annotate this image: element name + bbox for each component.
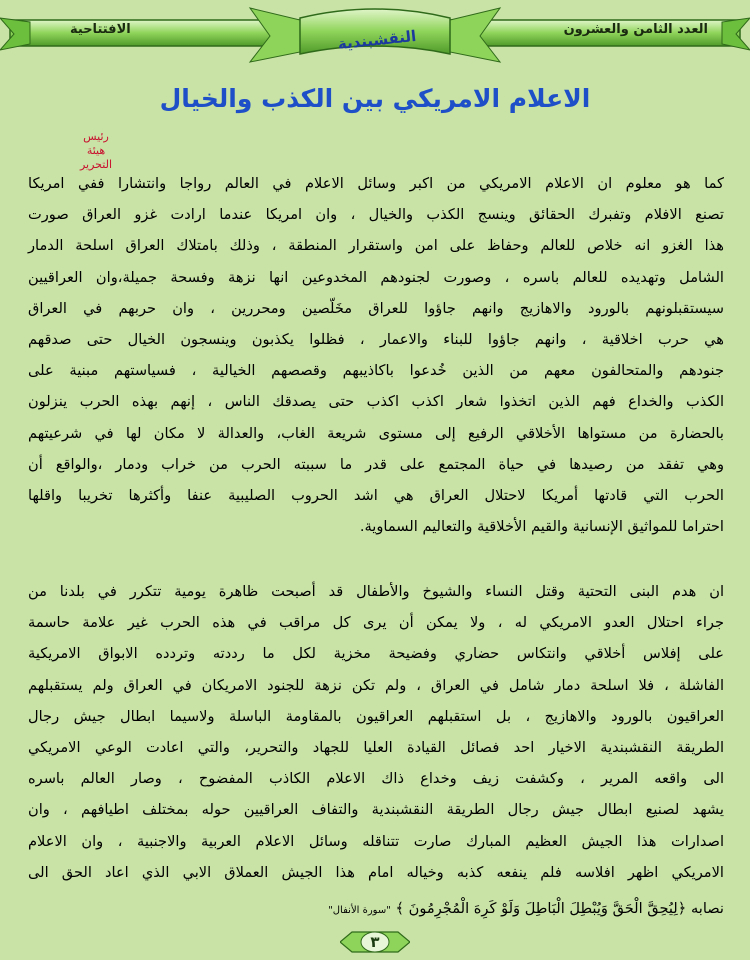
- text-line: الفاشلة ، فلا اسلحة دمار شامل في العراق ، ولم تكن نزهة للجنود الامريكان في العراق ولم يستقبلهم: [28, 676, 724, 694]
- article-title: الاعلام الامريكي بين الكذب والخيال: [159, 84, 591, 113]
- text-line: هذا الغزو انه خلاص للعالم وحفاظ على امن واستقرار المنطقة ، وذلك بامتلاك العراق اسلحة الدمار: [28, 237, 724, 255]
- text-line: الحرب التي قادتها أمريكا لاحتلال العراق هي اشد الحروب الصليبية عنفا وأكثرها تخريبا واقلها: [28, 486, 724, 504]
- article-paragraph-1: [28, 168, 724, 542]
- closing-line: [28, 900, 724, 917]
- text-line: جراء احتلال العدو الامريكي له ، ولا يمكن أن يرى كل مراقب في هذه الحرب غير علامة حاسمة: [28, 614, 724, 632]
- text-line: جنودهم والمتحالفون معهم من الذين خُدعوا باكاذيبهم وقصصهم الخيالية ، فسياستهم مبنية على: [28, 362, 724, 380]
- text-line: هي حرب اخلاقية ، وانهم جاؤوا للبناء والاعمار ، فظلوا يكذبون وينسجون الخيال حتى صدقهم: [28, 330, 724, 348]
- closing-prefix: نصابه: [690, 900, 724, 917]
- text-line: على إفلاس أخلاقي وانتكاس حضاري وفضيحة مخزية لكل ما رددته وتردده الابواق الامريكية: [28, 645, 724, 663]
- section-label: الافتتاحية: [70, 22, 131, 37]
- text-line: الشامل وتهديده للعالم باسره ، وصورت لجنودهم المخدوعين انها نزهة وفسحة جميلة،وان العراقيين: [28, 268, 724, 286]
- author-line-2: هيئة التحرير: [79, 144, 113, 171]
- quran-quote: ﴿لِيُحِقَّ الْحَقَّ وَيُبْطِلَ الْبَاطِلَ وَلَوْ كَرِهَ الْمُجْرِمُونَ ﴾: [395, 900, 687, 917]
- author-line-1: رئيس: [83, 130, 109, 143]
- text-line: الامريكي اظهر افلاسه فلم ينفعه كذبه وخياله امام هذا الجيش العملاق الابي الذي اعاد الحق الى: [28, 863, 724, 881]
- page-number: ٣: [370, 933, 380, 951]
- issue-label: العدد الثامن والعشرون: [563, 22, 708, 37]
- text-line: احتراما للمواثيق الإنسانية والقيم الأخلاقية والتعاليم السماوية.: [359, 518, 724, 536]
- text-line: ان هدم البنى التحتية وقتل النساء والشيوخ والأطفال قد أصبحت ظاهرة يومية تتكرر في بلدنا من: [28, 583, 724, 600]
- text-line: تصنع الافلام وتفبرك الحقائق وينسج الكذب والخيال ، وان امريكا عندما ارادت غزو العراق صورت: [28, 206, 724, 224]
- text-line: وهي تفقد من رصيدها في حياة المجتمع على قدر ما سببته الحرب من خراب ودمار ،والواقع أن: [28, 455, 724, 473]
- text-line: بالحضارة من مستواها الأخلاقي الرفيع إلى مستوى شريعة الغاب، والعدالة لا مكان لها في شرعيتهم: [28, 424, 724, 442]
- text-line: الكذب والخداع فهم الذين اتخذوا شعار اكذب اكذب حتى يصدقك الناس ، إنهم بهذه الحرب ينزلون: [28, 393, 724, 411]
- text-line: العراقيون بالورود والاهازيج ، بل استقبلهم العراقيون بالمقاومة الباسلة ولاسيما ابطال جيش رجال: [28, 707, 724, 725]
- ribbon-label: النقشبندية: [336, 26, 418, 54]
- article-paragraph-2: [28, 576, 724, 888]
- text-line: سيستقبلونهم بالورود والاهازيج وانهم جاؤوا للعراق مخَلّصين ومحررين ، وان حربهم في العراق: [28, 299, 724, 317]
- text-line: الى واقعه المرير ، وكشفت زيف وخداع ذاك الاعلام الكاذب المفضوح ، وصار العالم باسره: [28, 770, 724, 788]
- author-credit: [70, 130, 122, 172]
- quote-source: "سورة الأنفال": [328, 905, 391, 916]
- text-line: اصدارات هذا الجيش العظيم المبارك صارت تتناقله وسائل الاعلام العربية والاجنبية ، وان الاعلام: [28, 832, 724, 850]
- text-line: الطريقة النقشبندية الاخيار احد فصائل القيادة العليا للجهاد والتحرير، والتي اعادت الوعي الامريكي: [28, 738, 724, 756]
- text-line: كما هو معلوم ان الاعلام الامريكي من اكبر وسائل الاعلام في العالم رواجا وانتشارا ففي امريكا: [28, 175, 724, 192]
- text-line: يشهد لصنيع ابطال جيش رجال الطريقة النقشبندية والتفاف العراقيين حوله بمختلف اطيافهم ، وان: [28, 801, 724, 819]
